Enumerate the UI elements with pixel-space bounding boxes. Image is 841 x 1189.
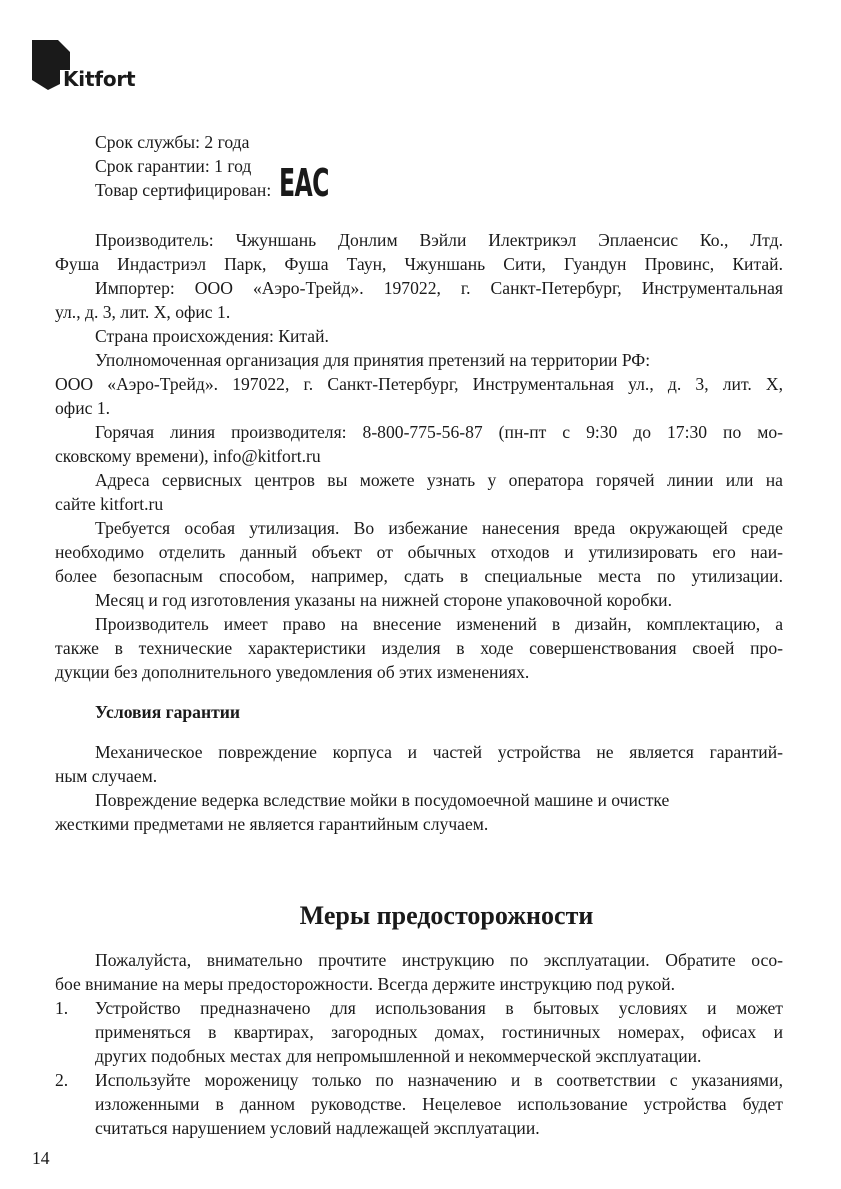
- info-line: также в технические характеристики изделия в ходе совершенствования своей про-: [55, 638, 783, 658]
- brand-name: Kitfort: [63, 67, 136, 91]
- info-line: Страна происхождения: Китай.: [95, 326, 329, 346]
- precaution-item: [55, 996, 783, 1068]
- precaution-number: 2.: [55, 1070, 69, 1090]
- info-line: Импортер: ООО «Аэро-Трейд». 197022, г. Санкт-Петербург, Инструментальная: [95, 278, 783, 298]
- info-line: офис 1.: [55, 398, 111, 418]
- info-line: сковскому времени), info@kitfort.ru: [55, 446, 321, 466]
- service-life: Срок службы: 2 года: [95, 132, 250, 152]
- info-line: Фуша Индастриэл Парк, Фуша Таун, Чжуншань Сити, Гуандун Провинс, Китай.: [55, 254, 783, 274]
- warranty-period: Срок гарантии: 1 год: [95, 156, 252, 176]
- info-line: Адреса сервисных центров вы можете узнать у оператора горячей линии или на: [95, 470, 783, 490]
- warranty-line: Повреждение ведерка вследствие мойки в посудомоечной машине и очистке: [95, 790, 670, 810]
- warranty-line: Механическое повреждение корпуса и частей устройства не является гарантий-: [95, 742, 783, 762]
- info-line: Месяц и год изготовления указаны на нижней стороне упаковочной коробки.: [95, 590, 672, 610]
- precaution-line: применяться в квартирах, загородных домах, гостиничных номерах, офисах и: [95, 1022, 783, 1042]
- precaution-line: Используйте мороженицу только по назначению и в соответствии с указаниями,: [95, 1070, 783, 1090]
- info-line: необходимо отделить данный объект от обычных отходов и утилизировать его наи-: [55, 542, 783, 562]
- precautions-intro-line: бое внимание на меры предосторожности. Всегда держите инструкцию под рукой.: [55, 974, 676, 994]
- precaution-line: изложенными в данном руководстве. Нецелевое использование устройства будет: [95, 1094, 783, 1114]
- info-line: ул., д. 3, лит. Х, офис 1.: [55, 302, 231, 322]
- kitfort-logo: [32, 40, 172, 92]
- warranty-conditions-heading: Условия гарантии: [95, 702, 241, 722]
- info-line: ООО «Аэро-Трейд». 197022, г. Санкт-Петербург, Инструментальная ул., д. 3, лит. Х,: [55, 374, 783, 394]
- page-number: 14: [32, 1148, 50, 1168]
- precaution-number: 1.: [55, 998, 69, 1018]
- info-line: Уполномоченная организация для принятия претензий на территории РФ:: [95, 350, 651, 370]
- info-line: дукции без дополнительного уведомления об этих изменениях.: [55, 662, 530, 682]
- precautions-intro-line: Пожалуйста, внимательно прочтите инструкцию по эксплуатации. Обратите осо-: [95, 950, 783, 970]
- info-line: сайте kitfort.ru: [55, 494, 164, 514]
- info-line: Производитель: Чжуншань Донлим Вэйли Илектрикэл Эплаенсис Ко., Лтд.: [95, 230, 783, 250]
- eac-mark-icon: EAC: [279, 161, 329, 205]
- info-line: Горячая линия производителя: 8-800-775-56-87 (пн-пт с 9:30 до 17:30 по мо-: [95, 422, 783, 442]
- warranty-line: ным случаем.: [55, 766, 158, 786]
- page-content: [55, 130, 783, 1140]
- precautions-title: Меры предосторожности: [299, 901, 594, 930]
- precaution-line: Устройство предназначено для использования в бытовых условиях и может: [95, 998, 783, 1018]
- precaution-item: [55, 1068, 783, 1140]
- certified-label: Товар сертифицирован:: [95, 180, 272, 200]
- precaution-line: других подобных местах для непромышленной и некоммерческой эксплуатации.: [95, 1046, 702, 1066]
- info-line: Производитель имеет право на внесение изменений в дизайн, комплектацию, а: [95, 614, 783, 634]
- warranty-line: жесткими предметами не является гарантийным случаем.: [55, 814, 489, 834]
- info-line: более безопасным способом, например, сдать в специальные места по утилизации.: [55, 566, 783, 586]
- precaution-line: считаться нарушением условий надлежащей эксплуатации.: [95, 1118, 540, 1138]
- info-line: Требуется особая утилизация. Во избежание нанесения вреда окружающей среде: [95, 518, 783, 538]
